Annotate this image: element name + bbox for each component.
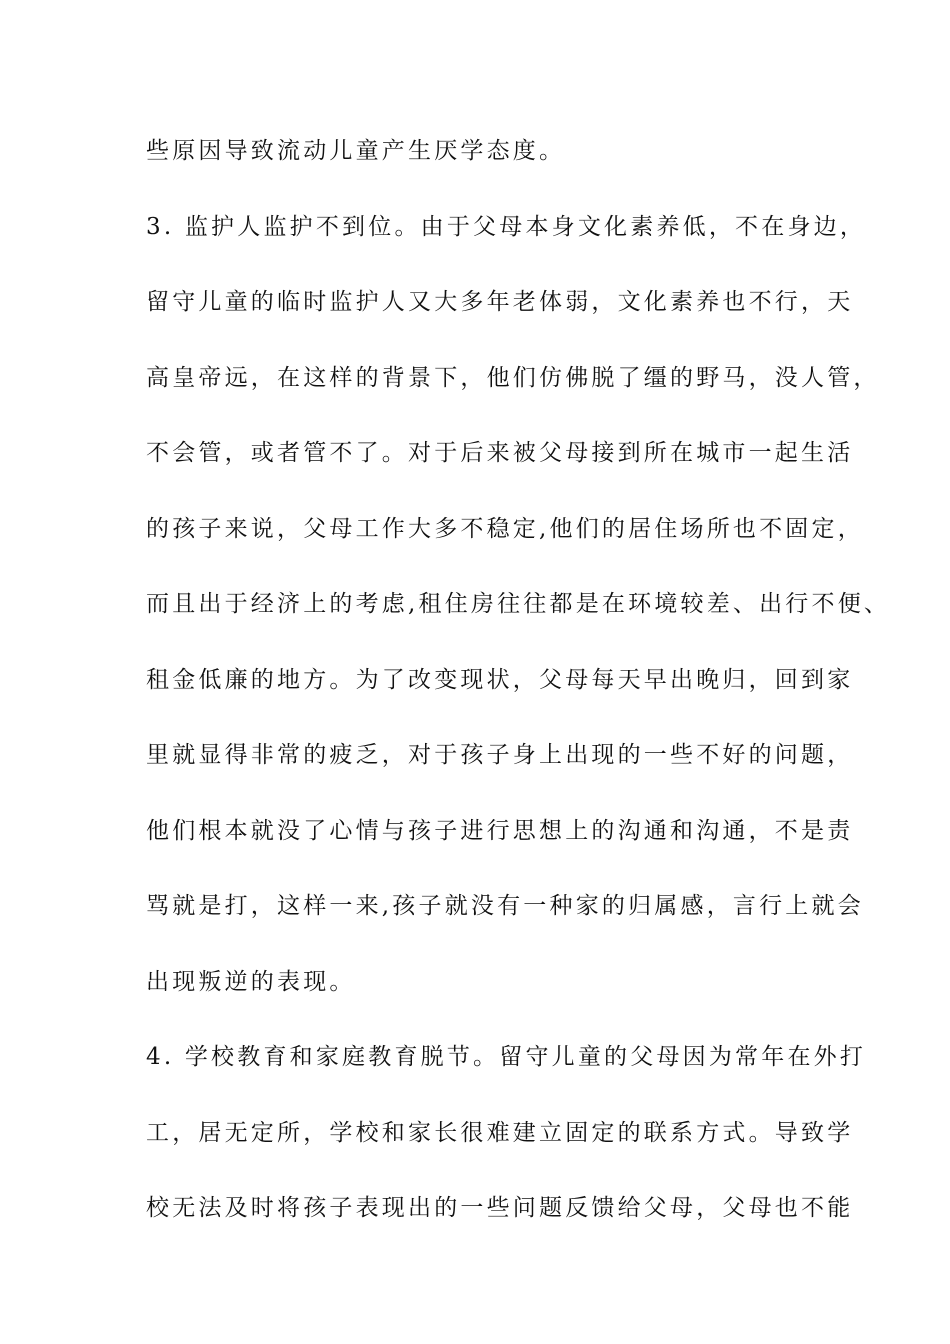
- text-line: 不会管，或者管不了。对于后来被父母接到所在城市一起生活: [146, 440, 854, 466]
- text-line: 3. 监护人监护不到位。由于父母本身文化素养低，不在身边，: [146, 213, 867, 240]
- text-line: 高皇帝远，在这样的背景下，他们仿佛脱了缰的野马，没人管，: [146, 364, 880, 391]
- text-line: 租金低廉的地方。为了改变现状，父母每天早出晚归，回到家: [146, 666, 854, 693]
- text-line: 4. 学校教育和家庭教育脱节。留守儿童的父母因为常年在外打: [146, 1044, 867, 1070]
- text-line: 出现叛逆的表现。: [146, 968, 356, 995]
- text-line: 他们根本就没了心情与孩子进行思想上的沟通和沟通，不是责: [146, 817, 854, 844]
- document-body: [146, 131, 891, 1264]
- text-line: 些原因导致流动儿童产生厌学态度。: [146, 138, 566, 164]
- text-line: 留守儿童的临时监护人又大多年老体弱，文化素养也不行，天: [146, 289, 854, 315]
- text-line: 骂就是打，这样一来,孩子就没有一种家的归属感，言行上就会: [146, 893, 864, 919]
- text-line: 而且出于经济上的考虑,租住房往往都是在环境较差、出行不便、: [146, 591, 891, 617]
- text-line: 校无法及时将孩子表现出的一些问题反馈给父母，父母也不能: [146, 1195, 854, 1221]
- text-line: 里就显得非常的疲乏，对于孩子身上出现的一些不好的问题，: [146, 742, 854, 768]
- text-line: 的孩子来说，父母工作大多不稳定,他们的居住场所也不固定，: [146, 515, 864, 542]
- text-line: 工，居无定所，学校和家长很难建立固定的联系方式。导致学: [146, 1119, 854, 1146]
